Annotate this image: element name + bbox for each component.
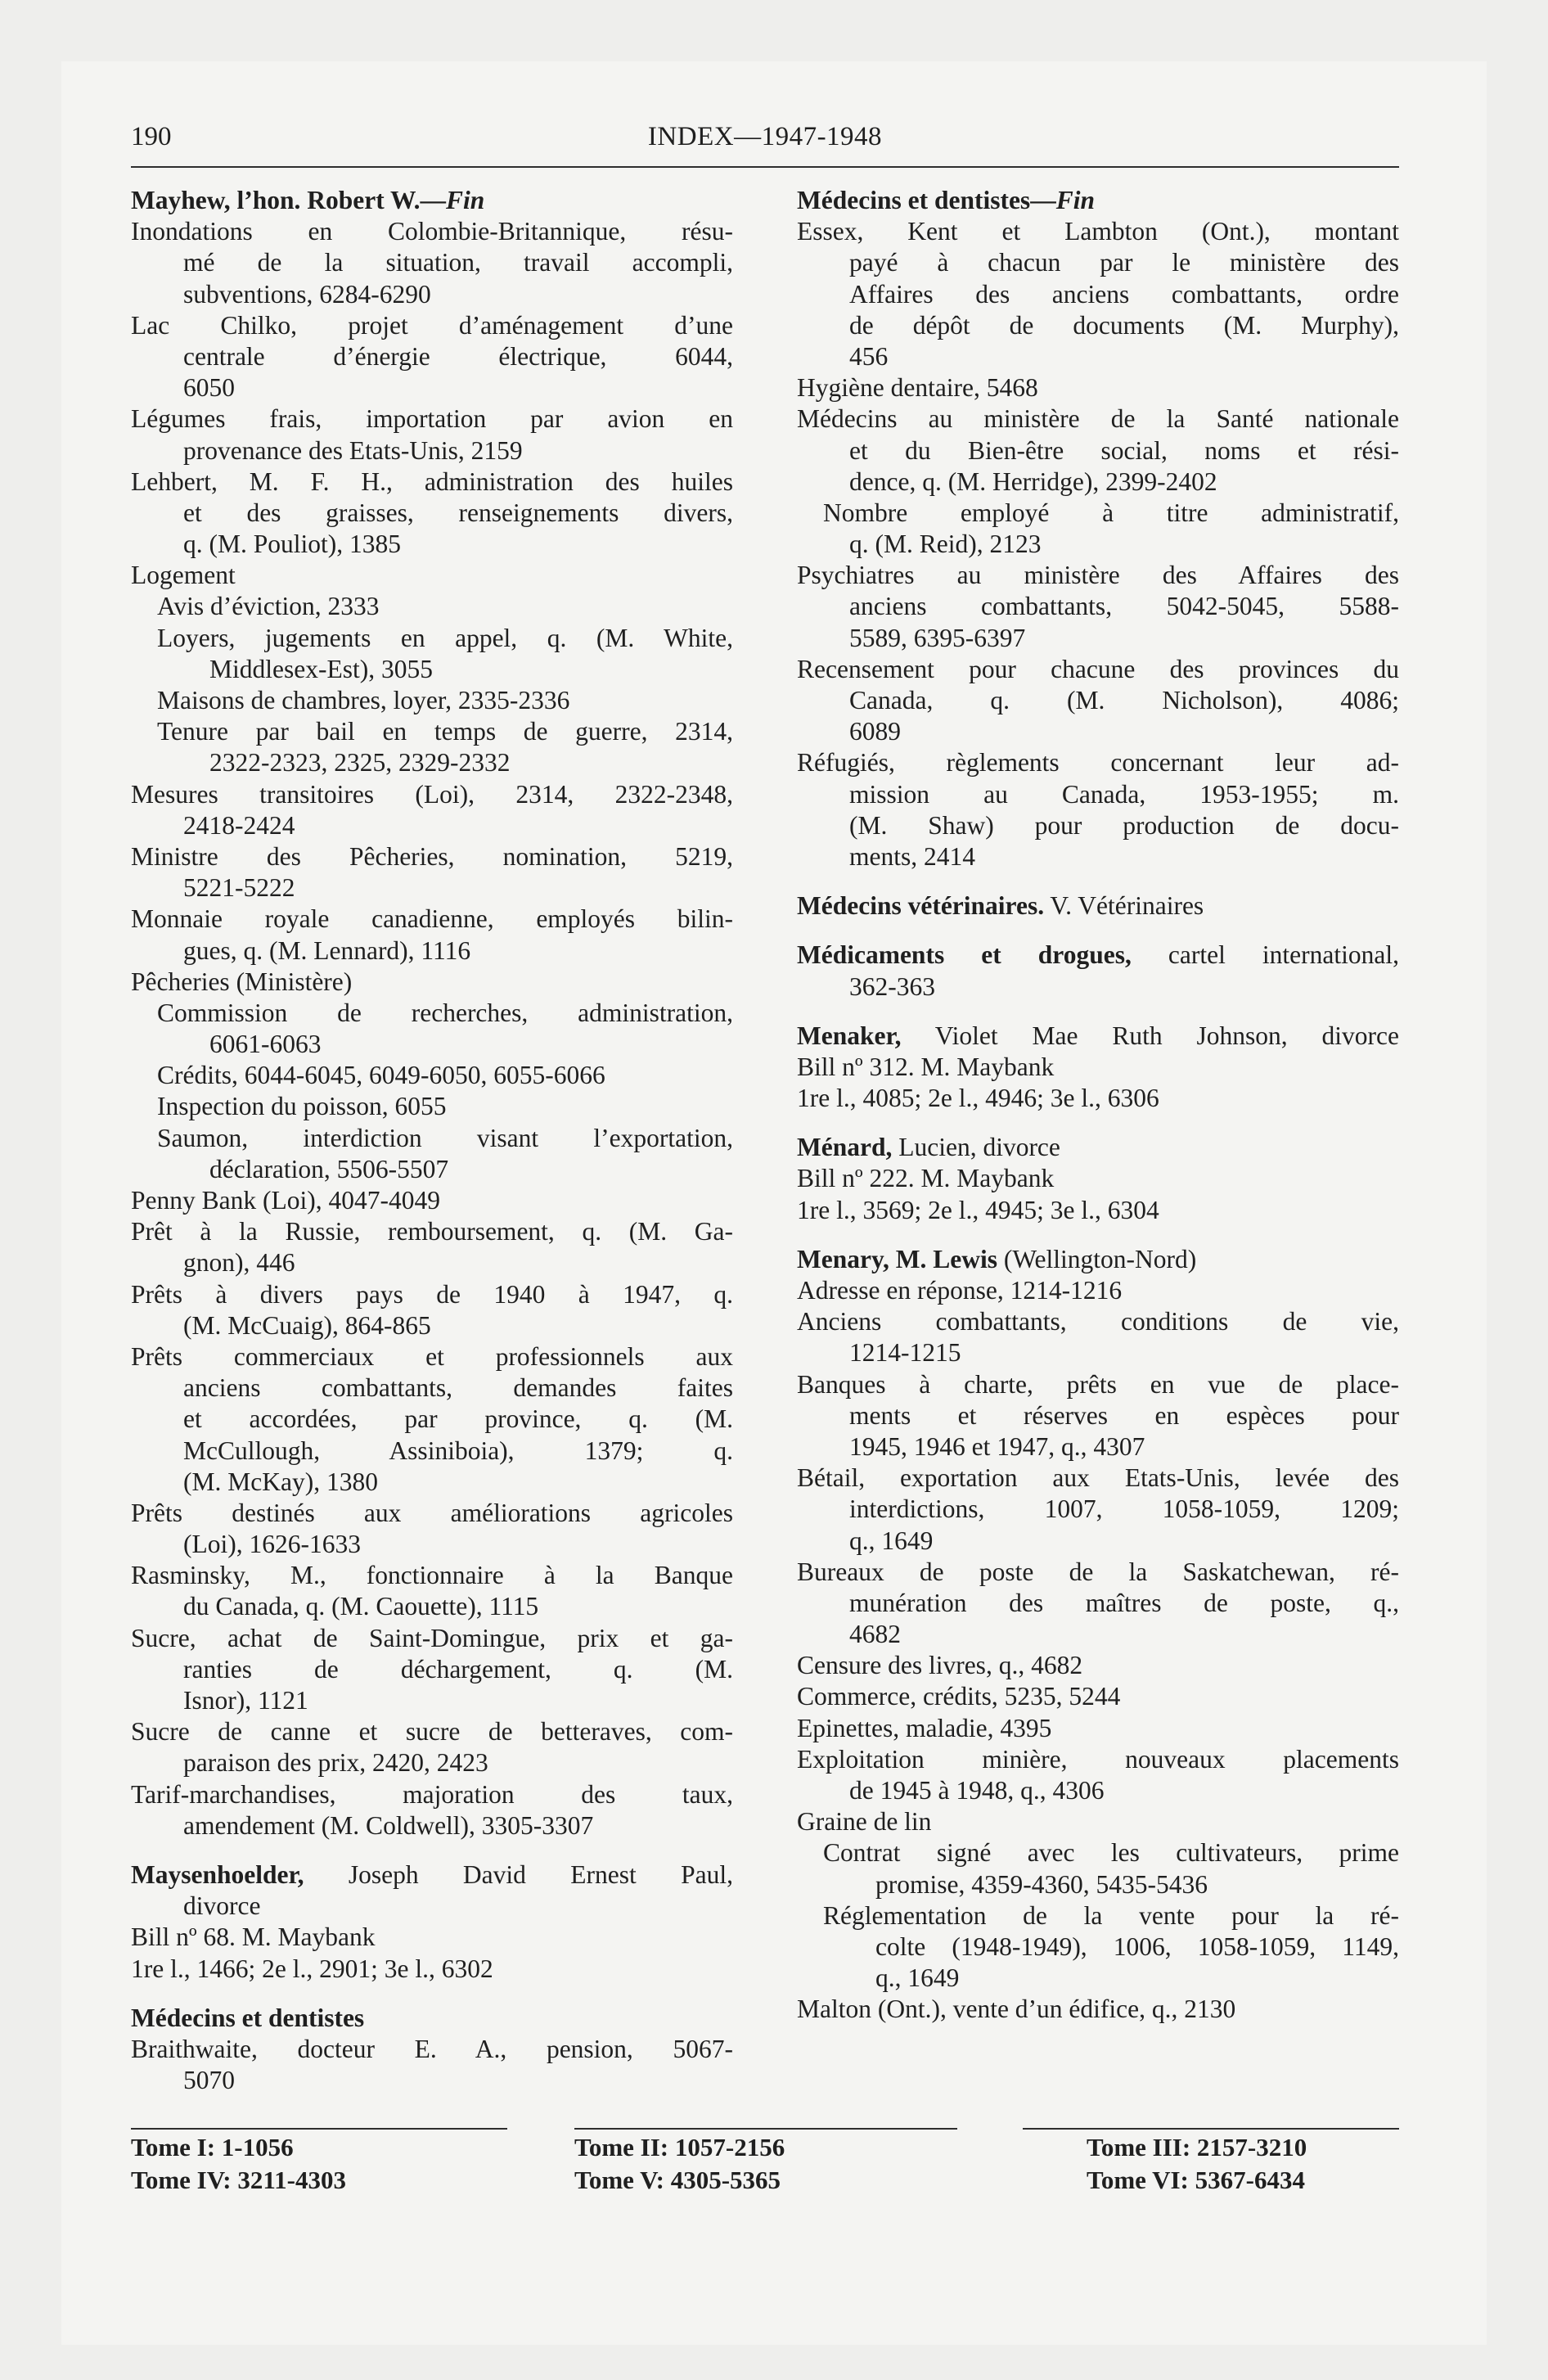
index-entry-line: Prêts à divers pays de 1940 à 1947, q. [131,1279,733,1309]
index-entry-line: interdictions, 1007, 1058-1059, 1209; [849,1494,1399,1524]
index-heading: Maysenhoelder, Joseph David Ernest Paul, [131,1859,733,1889]
index-entry-line: 1214-1215 [849,1338,961,1368]
index-entry-line: colte (1948-1949), 1006, 1058-1059, 1149, [875,1931,1399,1961]
footer-tome-3: Tome III: 2157-3210 [1087,2133,1307,2161]
index-entry-line: q., 1649 [875,1963,960,1993]
index-entry-line: Nombre employé à titre administratif, [823,498,1399,527]
index-entry-line: Mesures transitoires (Loi), 2314, 2322-2348, [131,779,733,809]
index-entry-line: 5070 [183,2066,235,2095]
index-entry-line: Avis d’éviction, 2333 [157,592,380,621]
index-entry-line: Prêts destinés aux améliorations agricoles [131,1498,733,1527]
index-entry-line: anciens combattants, demandes faites [183,1373,733,1403]
index-entry-line: Légumes frais, importation par avion en [131,404,733,434]
index-entry-line: déclaration, 5506-5507 [209,1154,449,1183]
index-entry-line: Affaires des anciens combattants, ordre [849,279,1399,309]
entry-gap [131,1985,733,2003]
index-entry-line: Contrat signé avec les cultivateurs, prime [823,1838,1399,1868]
index-entry-line: Réglementation de la vente pour la ré- [823,1900,1399,1930]
index-entry-line: (M. Shaw) pour production de docu- [849,810,1399,840]
index-entry-line: Sucre de canne et sucre de betteraves, com- [131,1717,733,1747]
index-entry-line: Prêt à la Russie, remboursement, q. (M. Ga- [131,1217,733,1246]
index-heading: Médecins et dentistes [131,2003,365,2032]
index-entry-line: Crédits, 6044-6045, 6049-6050, 6055-6066 [157,1061,605,1090]
index-heading: Médecins vétérinaires. V. Vétérinaires [797,891,1204,921]
entry-gap [131,1841,733,1859]
index-entry-line: Tenure par bail en temps de guerre, 2314, [157,717,733,746]
index-heading: Menaker, Violet Mae Ruth Johnson, divorce [797,1021,1399,1050]
index-entry-line: 5221-5222 [183,873,295,903]
index-entry-line: payé à chacun par le ministère des [849,248,1399,277]
index-entry-line: Tarif-marchandises, majoration des taux, [131,1779,733,1809]
index-entry-line: Ministre des Pêcheries, nomination, 5219, [131,841,733,871]
index-entry-line: Médecins au ministère de la Santé nationale [797,404,1399,434]
index-entry-line: Isnor), 1121 [183,1686,308,1715]
entry-gap [797,1226,1399,1244]
index-entry-line: promise, 4359-4360, 5435-5436 [875,1869,1208,1899]
index-heading: Médicaments et drogues, cartel international, [797,940,1399,970]
index-entry-line: 1re l., 4085; 2e l., 4946; 3e l., 6306 [797,1084,1159,1113]
index-entry-line: Pêcheries (Ministère) [131,967,353,996]
index-entry-line: Rasminsky, M., fonctionnaire à la Banque [131,1561,733,1590]
index-entry-line: 1945, 1946 et 1947, q., 4307 [849,1431,1145,1461]
index-entry-line: 6061-6063 [209,1030,322,1059]
index-entry-line: q. (M. Reid), 2123 [849,530,1042,559]
index-entry-line: Commission de recherches, administration, [157,998,733,1027]
page-header [131,116,1399,157]
index-entry-line: Malton (Ont.), vente d’un édifice, q., 2130 [797,1995,1236,2024]
index-entry-line: ranties de déchargement, q. (M. [183,1654,733,1684]
index-entry-line: 456 [849,341,889,371]
right-column [797,185,1399,2026]
footer-tome-1: Tome I: 1-1056 [131,2133,294,2161]
index-entry-line: 2322-2323, 2325, 2329-2332 [209,748,511,778]
left-column [131,185,733,2096]
index-entry-line: McCullough, Assiniboia), 1379; q. [183,1436,733,1465]
index-heading: Menary, M. Lewis (Wellington-Nord) [797,1244,1197,1273]
footer-tome-6: Tome VI: 5367-6434 [1087,2166,1305,2194]
index-entry-line: (Loi), 1626-1633 [183,1530,361,1559]
header-rule [131,166,1399,168]
index-entry-line: Maisons de chambres, loyer, 2335-2336 [157,686,570,714]
index-entry-line: Réfugiés, règlements concernant leur ad- [797,748,1399,778]
index-entry-line: du Canada, q. (M. Caouette), 1115 [183,1592,539,1621]
index-entry-line: Commerce, crédits, 5235, 5244 [797,1682,1121,1711]
index-entry-line: q., 1649 [849,1526,934,1555]
index-entry-line: gnon), 446 [183,1248,295,1278]
index-heading: Médecins et dentistes—Fin [797,186,1095,214]
index-entry-line: 1re l., 1466; 2e l., 2901; 3e l., 6302 [131,1954,493,1983]
index-entry-line: de 1945 à 1948, q., 4306 [849,1776,1105,1805]
footer-rule-middle [574,2128,957,2130]
index-entry-line: Epinettes, maladie, 4395 [797,1713,1052,1742]
index-entry-line: Exploitation minière, nouveaux placements [797,1744,1399,1774]
index-entry-line: (M. McCuaig), 864-865 [183,1310,431,1340]
index-entry-line: Essex, Kent et Lambton (Ont.), montant [797,217,1399,246]
index-entry-line: 2418-2424 [183,810,295,840]
index-entry-line: ments, 2414 [849,841,975,871]
footer-rule-left [131,2128,507,2130]
index-heading: Ménard, Lucien, divorce [797,1133,1060,1162]
entry-gap [797,1114,1399,1132]
index-entry-line: Inondations en Colombie-Britannique, résu- [131,217,733,246]
index-entry-line: amendement (M. Coldwell), 3305-3307 [183,1810,594,1840]
index-entry-line: Prêts commerciaux et professionnels aux [131,1341,733,1371]
index-entry-line: Inspection du poisson, 6055 [157,1092,447,1121]
index-entry-line: Banques à charte, prêts en vue de place- [797,1369,1399,1399]
index-entry-line: divorce [183,1891,261,1921]
index-entry-line: Bill nº 222. M. Maybank [797,1164,1055,1193]
index-entry-line: munération des maîtres de poste, q., [849,1588,1399,1617]
index-entry-line: et des graisses, renseignements divers, [183,498,733,527]
index-entry-line: ments et réserves en espèces pour [849,1400,1399,1430]
index-entry-line: Recensement pour chacune des provinces du [797,654,1399,683]
index-entry-line: (M. McKay), 1380 [183,1467,378,1496]
index-entry-line: 5589, 6395-6397 [849,623,1026,652]
entry-gap [797,922,1399,940]
index-entry-line: Psychiatres au ministère des Affaires des [797,561,1399,590]
index-entry-line: paraison des prix, 2420, 2423 [183,1748,488,1778]
index-heading: Mayhew, l’hon. Robert W.—Fin [131,186,485,214]
index-entry-line: 6050 [183,373,235,403]
index-entry-line: Bureaux de poste de la Saskatchewan, ré- [797,1557,1399,1586]
entry-gap [797,872,1399,890]
entry-gap [797,1003,1399,1021]
index-entry-line: Canada, q. (M. Nicholson), 4086; [849,686,1399,714]
volume-footer [131,2131,1399,2210]
index-entry-line: subventions, 6284-6290 [183,279,431,309]
index-entry-line: Loyers, jugements en appel, q. (M. White, [157,623,733,652]
index-entry-line: et accordées, par province, q. (M. [183,1404,733,1434]
index-entry-line: mission au Canada, 1953-1955; m. [849,779,1399,809]
index-entry-line: Lehbert, M. F. H., administration des huiles [131,467,733,496]
index-entry-line: Monnaie royale canadienne, employés bilin- [131,904,733,934]
index-entry-line: Saumon, interdiction visant l’exportation, [157,1123,733,1152]
index-entry-line: Bill nº 312. M. Maybank [797,1052,1055,1081]
index-entry-line: 6089 [849,717,901,746]
index-entry-line: dence, q. (M. Herridge), 2399-2402 [849,467,1217,496]
index-entry-line: q. (M. Pouliot), 1385 [183,530,402,559]
index-entry-line: Logement [131,561,236,590]
index-entry-line: et du Bien-être social, noms et rési- [849,435,1399,465]
index-entry-line: provenance des Etats-Unis, 2159 [183,435,523,465]
index-entry-line: mé de la situation, travail accompli, [183,248,733,277]
index-entry-line: de dépôt de documents (M. Murphy), [849,310,1399,340]
index-entry-line: Anciens combattants, conditions de vie, [797,1307,1399,1336]
index-entry-line: centrale d’énergie électrique, 6044, [183,341,733,371]
index-entry-line: Bétail, exportation aux Etats-Unis, levée des [797,1463,1399,1493]
index-entry-line: Censure des livres, q., 4682 [797,1651,1083,1680]
index-entry-line: Lac Chilko, projet d’aménagement d’une [131,310,733,340]
index-entry-line: Braithwaite, docteur E. A., pension, 5067- [131,2034,733,2063]
index-entry-line: Graine de lin [797,1807,932,1837]
index-entry-line: anciens combattants, 5042-5045, 5588- [849,592,1399,621]
footer-tome-5: Tome V: 4305-5365 [574,2166,781,2194]
index-entry-line: Bill nº 68. M. Maybank [131,1922,376,1952]
page-number: 190 [131,122,172,151]
index-entry-line: Sucre, achat de Saint-Domingue, prix et ga- [131,1623,733,1652]
page-title: INDEX—1947-1948 [647,122,883,151]
footer-tome-4: Tome IV: 3211-4303 [131,2166,346,2194]
index-entry-line: Penny Bank (Loi), 4047-4049 [131,1186,440,1215]
index-entry-line: 362-363 [849,971,935,1001]
index-entry-line: Adresse en réponse, 1214-1216 [797,1276,1123,1305]
footer-rule-right [1023,2128,1399,2130]
index-entry-line: 1re l., 3569; 2e l., 4945; 3e l., 6304 [797,1195,1159,1224]
index-entry-line: gues, q. (M. Lennard), 1116 [183,935,471,965]
index-entry-line: Hygiène dentaire, 5468 [797,373,1038,403]
index-entry-line: Middlesex-Est), 3055 [209,654,433,683]
index-entry-line: 4682 [849,1620,901,1649]
footer-tome-2: Tome II: 1057-2156 [574,2133,785,2161]
